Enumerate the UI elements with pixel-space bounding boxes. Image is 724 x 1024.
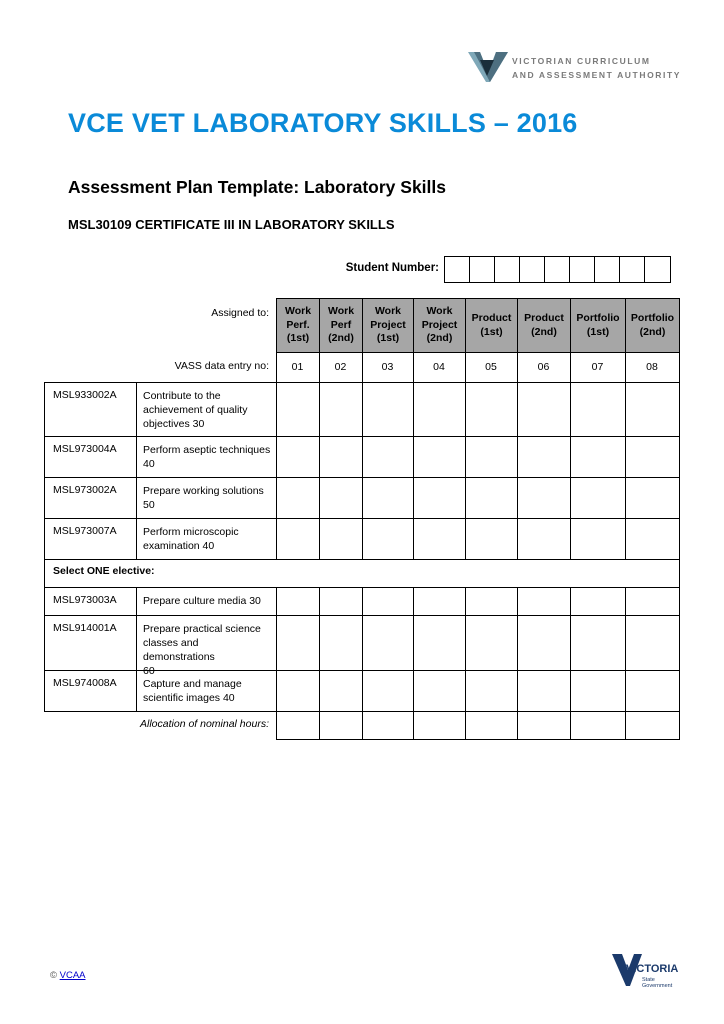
- column-header-line: Work: [374, 305, 402, 318]
- assessment-cell[interactable]: [413, 436, 466, 478]
- column-header: [570, 298, 626, 353]
- column-header-line: (2nd): [328, 332, 354, 345]
- assessment-cell[interactable]: [362, 518, 414, 560]
- unit-code: MSL974008A: [53, 677, 117, 689]
- allocation-cell[interactable]: [517, 711, 571, 740]
- assessment-cell[interactable]: [319, 477, 363, 519]
- unit-description: [143, 677, 271, 705]
- vass-number: 07: [591, 361, 604, 373]
- unit-description: [143, 443, 271, 471]
- allocation-cell[interactable]: [276, 711, 320, 740]
- column-header-line: (1st): [480, 325, 503, 338]
- unit-description-line: 50: [143, 499, 155, 511]
- assessment-cell[interactable]: [276, 587, 320, 616]
- allocation-label: Allocation of nominal hours:: [140, 718, 269, 730]
- allocation-cell[interactable]: [570, 711, 626, 740]
- assessment-cell[interactable]: [276, 518, 320, 560]
- assessment-cell[interactable]: [319, 518, 363, 560]
- unit-code: MSL933002A: [53, 389, 117, 401]
- unit-description-line: Capture and manage: [143, 678, 242, 690]
- column-header-line: (2nd): [531, 325, 557, 338]
- student-number-digit[interactable]: [545, 257, 570, 282]
- unit-description: [143, 594, 271, 608]
- assessment-cell[interactable]: [570, 587, 626, 616]
- assessment-cell[interactable]: [570, 477, 626, 519]
- column-header-line: Perf: [330, 318, 352, 331]
- victoria-word: VICTORIA: [626, 963, 679, 975]
- unit-code: MSL973003A: [53, 594, 117, 606]
- logo-line-1: VICTORIAN CURRICULUM: [512, 56, 651, 66]
- column-header-line: Portfolio: [630, 312, 675, 324]
- vcaa-v-icon: [466, 46, 510, 86]
- unit-description-line: scientific images 40: [143, 692, 235, 704]
- assessment-cell[interactable]: [465, 670, 518, 712]
- column-header-line: Perf.: [286, 318, 310, 331]
- unit-description-line: achievement of quality: [143, 404, 248, 416]
- column-header-line: Work: [426, 305, 453, 318]
- logo-line-2: AND ASSESSMENT AUTHORITY: [512, 70, 682, 80]
- student-number-digit[interactable]: [595, 257, 620, 282]
- student-number-digit[interactable]: [620, 257, 645, 282]
- assessment-cell[interactable]: [319, 670, 363, 712]
- unit-description-line: Prepare practical science: [143, 623, 261, 635]
- column-header: [465, 298, 518, 353]
- student-number-digit[interactable]: [445, 257, 470, 282]
- assessment-cell[interactable]: [625, 477, 680, 519]
- assessment-cell[interactable]: [362, 615, 414, 671]
- assessment-cell[interactable]: [570, 436, 626, 478]
- unit-code: MSL973002A: [53, 484, 117, 496]
- assessment-cell[interactable]: [465, 615, 518, 671]
- page-subtitle: Assessment Plan Template: Laboratory Skills: [68, 177, 447, 197]
- vass-number: 02: [334, 361, 347, 373]
- allocation-cell[interactable]: [465, 711, 518, 740]
- column-header-line: Project: [421, 318, 458, 331]
- assessment-cell[interactable]: [319, 382, 363, 437]
- column-header-line: Product: [471, 312, 512, 324]
- unit-description: [143, 389, 271, 431]
- assessment-cell[interactable]: [276, 670, 320, 712]
- assessment-cell[interactable]: [276, 436, 320, 478]
- student-number-digit[interactable]: [645, 257, 670, 282]
- victoria-sub1: State: [642, 977, 655, 983]
- assessment-cell[interactable]: [413, 615, 466, 671]
- column-header: [276, 298, 320, 353]
- assessment-cell[interactable]: [276, 615, 320, 671]
- student-number-digit[interactable]: [570, 257, 595, 282]
- unit-code: MSL973004A: [53, 443, 117, 455]
- assessment-cell[interactable]: [517, 587, 571, 616]
- assessment-cell[interactable]: [413, 477, 466, 519]
- student-number-digit[interactable]: [470, 257, 495, 282]
- assessment-cell[interactable]: [625, 518, 680, 560]
- allocation-cell[interactable]: [319, 711, 363, 740]
- column-header-line: Work: [327, 305, 355, 318]
- vass-number: 06: [537, 361, 550, 373]
- assessment-cell[interactable]: [465, 518, 518, 560]
- assessment-cell[interactable]: [362, 477, 414, 519]
- assessment-cell[interactable]: [276, 477, 320, 519]
- assessment-cell[interactable]: [465, 477, 518, 519]
- assessment-cell[interactable]: [517, 382, 571, 437]
- unit-code: MSL973007A: [53, 525, 117, 537]
- column-header-line: Portfolio: [576, 312, 620, 324]
- allocation-cell[interactable]: [362, 711, 414, 740]
- assessment-cell[interactable]: [465, 436, 518, 478]
- assessment-cell[interactable]: [362, 670, 414, 712]
- unit-description: [143, 484, 271, 512]
- victoria-sub2: Government: [642, 983, 673, 989]
- vass-entry-label: VASS data entry no:: [174, 360, 269, 372]
- unit-description-line: examination 40: [143, 540, 215, 552]
- assessment-cell[interactable]: [319, 587, 363, 616]
- column-header: [625, 298, 680, 353]
- assessment-cell[interactable]: [570, 518, 626, 560]
- vass-number: 08: [646, 361, 658, 373]
- assessment-cell[interactable]: [625, 587, 680, 616]
- column-header: [362, 298, 414, 353]
- assessment-cell[interactable]: [570, 382, 626, 437]
- column-header-line: (1st): [586, 325, 610, 338]
- unit-description-line: Perform aseptic techniques: [143, 444, 271, 456]
- column-header-line: Project: [370, 318, 406, 331]
- assessment-cell[interactable]: [465, 382, 518, 437]
- copyright-symbol: ©: [50, 970, 57, 981]
- student-number-boxes[interactable]: [444, 256, 671, 283]
- assessment-cell[interactable]: [276, 382, 320, 437]
- assessment-cell[interactable]: [570, 670, 626, 712]
- assessment-cell[interactable]: [413, 518, 466, 560]
- assessment-cell[interactable]: [517, 518, 571, 560]
- assessment-cell[interactable]: [465, 587, 518, 616]
- vass-number: 05: [485, 361, 497, 373]
- vass-number: 01: [291, 361, 304, 373]
- assessment-cell[interactable]: [413, 382, 466, 437]
- assigned-to-label: Assigned to:: [211, 307, 269, 319]
- allocation-cell[interactable]: [413, 711, 466, 740]
- victoria-logo-icon: [612, 952, 682, 992]
- vass-number: 03: [381, 361, 394, 373]
- assessment-cell[interactable]: [625, 670, 680, 712]
- assessment-cell[interactable]: [625, 615, 680, 671]
- assessment-cell[interactable]: [413, 670, 466, 712]
- student-number-digit[interactable]: [495, 257, 520, 282]
- column-header-line: Work: [284, 305, 312, 318]
- assessment-cell[interactable]: [625, 436, 680, 478]
- unit-description-line: 60: [143, 665, 155, 677]
- column-header-line: (2nd): [426, 332, 453, 345]
- assessment-cell[interactable]: [362, 587, 414, 616]
- unit-description-line: objectives 30: [143, 418, 205, 430]
- footer-copyright: [50, 970, 86, 981]
- column-header-line: Product: [524, 312, 564, 324]
- unit-description-line: Contribute to the: [143, 390, 221, 402]
- assessment-cell[interactable]: [413, 587, 466, 616]
- column-header-line: (2nd): [639, 325, 666, 338]
- elective-heading: Select ONE elective:: [53, 565, 155, 577]
- column-header-line: (1st): [286, 332, 310, 345]
- unit-code: MSL914001A: [53, 622, 117, 634]
- assessment-cell[interactable]: [362, 382, 414, 437]
- page-title: VCE VET LABORATORY SKILLS – 2016: [68, 108, 578, 138]
- unit-description-line: Prepare culture media 30: [143, 595, 261, 607]
- assessment-cell[interactable]: [570, 615, 626, 671]
- student-number-label: Student Number:: [345, 262, 439, 274]
- unit-description-line: classes and demonstrations: [143, 637, 215, 663]
- column-header-line: (1st): [376, 332, 400, 345]
- column-header: [517, 298, 571, 353]
- victoria-government-logo: [612, 952, 682, 992]
- vass-number: 04: [433, 361, 445, 373]
- assessment-cell[interactable]: [319, 436, 363, 478]
- unit-description: [143, 525, 271, 553]
- unit-description-line: Prepare working solutions: [143, 485, 264, 497]
- student-number-digit[interactable]: [520, 257, 545, 282]
- vcaa-logo: [466, 46, 682, 86]
- assessment-cell[interactable]: [362, 436, 414, 478]
- column-header: [413, 298, 466, 353]
- vcaa-link[interactable]: VCAA: [59, 970, 86, 981]
- unit-description-line: Perform microscopic: [143, 526, 239, 538]
- certificate-heading: MSL30109 CERTIFICATE III IN LABORATORY SKILLS: [68, 217, 395, 232]
- assessment-cell[interactable]: [625, 382, 680, 437]
- column-header: [319, 298, 363, 353]
- unit-description-line: 40: [143, 458, 155, 470]
- assessment-cell[interactable]: [517, 615, 571, 671]
- assessment-cell[interactable]: [319, 615, 363, 671]
- assessment-cell[interactable]: [517, 670, 571, 712]
- assessment-cell[interactable]: [517, 436, 571, 478]
- allocation-cell[interactable]: [625, 711, 680, 740]
- assessment-cell[interactable]: [517, 477, 571, 519]
